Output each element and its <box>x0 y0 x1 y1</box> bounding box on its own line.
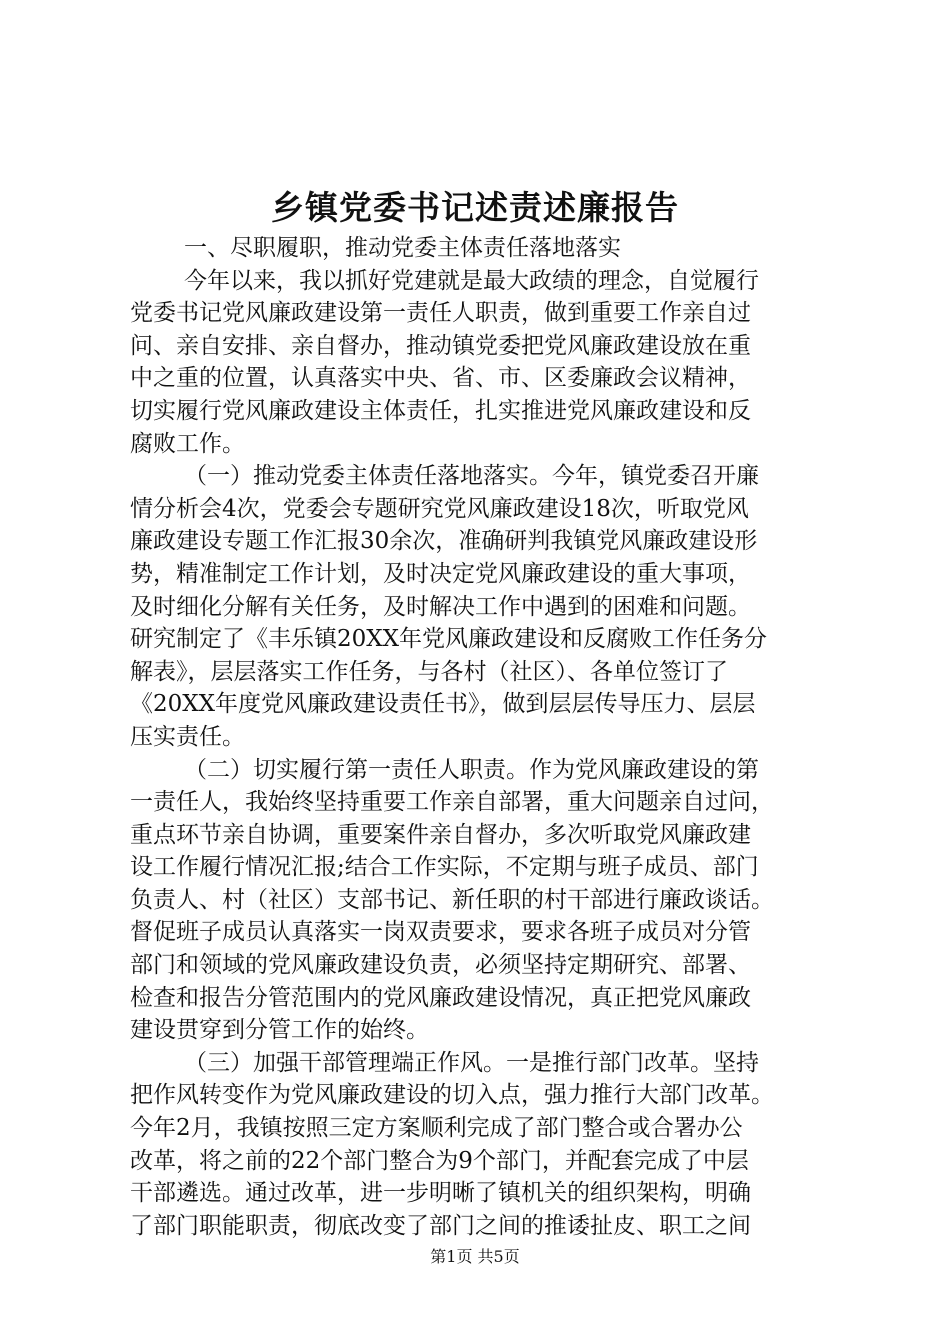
text-line: 中之重的位置，认真落实中央、省、市、区委廉政会议精神， <box>130 365 751 392</box>
text-line: （二）切实履行第一责任人职责。作为党风廉政建设的第 <box>184 756 760 783</box>
text-line: 压实责任。 <box>130 723 245 750</box>
text-line: 今年2月，我镇按照三定方案顺利完成了部门整合或合署办公 <box>130 1115 743 1142</box>
text-line: 及时细化分解有关任务，及时解决工作中遇到的困难和问题。 <box>130 593 751 620</box>
text-line: 设工作履行情况汇报;结合工作实际，不定期与班子成员、部门 <box>130 854 759 881</box>
text-line: 检查和报告分管范围内的党风廉政建设情况，真正把党风廉政 <box>130 984 751 1011</box>
text-line: 解表》，层层落实工作任务，与各村（社区）、各单位签订了 <box>130 658 728 685</box>
text-line: 切实履行党风廉政建设主体责任，扎实推进党风廉政建设和反 <box>130 397 751 424</box>
text-line: 今年以来，我以抓好党建就是最大政绩的理念，自觉履行 <box>184 267 760 294</box>
text-line: 干部遴选。通过改革，进一步明晰了镇机关的组织架构，明确 <box>130 1180 751 1207</box>
text-line: 研究制定了《丰乐镇20XX年党风廉政建设和反腐败工作任务分 <box>130 626 768 653</box>
text-line: 势，精准制定工作计划，及时决定党风廉政建设的重大事项， <box>130 560 751 587</box>
text-line: 建设贯穿到分管工作的始终。 <box>130 1017 429 1044</box>
text-line: 党委书记党风廉政建设第一责任人职责，做到重要工作亲自过 <box>130 300 751 327</box>
document-body <box>130 232 840 1242</box>
text-line: 情分析会4次，党委会专题研究党风廉政建设18次，听取党风 <box>130 495 749 522</box>
text-line: 腐败工作。 <box>130 430 245 457</box>
section-heading: 一、尽职履职，推动党委主体责任落地落实 <box>184 235 622 261</box>
page-number-footer: 第1页 共5页 <box>430 1247 520 1266</box>
text-line: 把作风转变作为党风廉政建设的切入点，强力推行大部门改革。 <box>130 1082 774 1109</box>
text-line: 部门和领域的党风廉政建设负责，必须坚持定期研究、部署、 <box>130 952 751 979</box>
text-line: 重点环节亲自协调，重要案件亲自督办，多次听取党风廉政建 <box>130 821 751 848</box>
text-line: 督促班子成员认真落实一岗双责要求，要求各班子成员对分管 <box>130 919 751 946</box>
text-line: 《20XX年度党风廉政建设责任书》，做到层层传导压力、层层 <box>130 691 756 718</box>
text-line: 负责人、村（社区）支部书记、新任职的村干部进行廉政谈话。 <box>130 886 774 913</box>
text-line: 一责任人，我始终坚持重要工作亲自部署，重大问题亲自过问， <box>130 789 774 816</box>
text-line: 改革，将之前的22个部门整合为9个部门，并配套完成了中层 <box>130 1147 749 1174</box>
text-line: （一）推动党委主体责任落地落实。今年，镇党委召开廉 <box>184 463 760 490</box>
text-line: 问、亲自安排、亲自督办，推动镇党委把党风廉政建设放在重 <box>130 332 751 359</box>
text-line: （三）加强干部管理端正作风。一是推行部门改革。坚持 <box>184 1049 760 1076</box>
text-line: 廉政建设专题工作汇报30余次，准确研判我镇党风廉政建设形 <box>130 528 758 555</box>
text-line: 了部门职能职责，彻底改变了部门之间的推诿扯皮、职工之间 <box>130 1212 751 1239</box>
document-title: 乡镇党委书记述责述廉报告 <box>271 188 679 227</box>
